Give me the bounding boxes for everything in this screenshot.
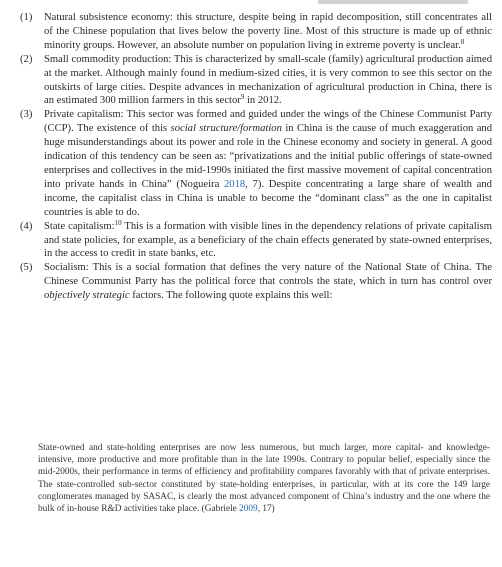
- item-text-tail: factors. The following quote explains this well:: [129, 290, 333, 302]
- list-item-2: [20, 53, 492, 109]
- numbered-list: [20, 11, 492, 303]
- quote-text: State-owned and state-holding enterprises are now less numerous, but much larger, more capital- and knowledge-intensive, more productive and more profitable than in the late 1990s. Contrary to popular belief, especially since the mid-2000s, their performance in terms of efficiency and profitability compares favorably with that of private enterprises. The state-controlled sub-sector constituted by state-holding enterprises, in particular, with at its core the 149 large conglomerates managed by SASAC, is clearly the most advanced component of China’s industry and the one where the bulk of in-house R&D activities take place. (Gabriele: [38, 443, 490, 515]
- item-text: State capitalism:: [44, 220, 115, 232]
- emphasized-term: objectively strategic: [44, 290, 130, 302]
- quote-text-tail: , 17): [257, 504, 275, 515]
- item-text-tail: , 7). Despite concentrating a large share of wealth and income, the capitalist class in China is unable to become the “dominant class” as the one in capitalist countries is able to do.: [44, 178, 492, 218]
- footnote-ref-10[interactable]: 10: [114, 218, 122, 227]
- item-number: (2): [20, 53, 33, 65]
- item-number: (5): [20, 262, 33, 274]
- item-number: (1): [20, 12, 33, 23]
- citation-link-nogueira[interactable]: 2018: [223, 178, 246, 190]
- item-number: (4): [20, 220, 33, 232]
- item-text-tail: in 2012.: [244, 95, 282, 107]
- item-text: Socialism: This is a social formation that defines the very nature of the National State of China. The Chinese Communist Party has the political force that controls the state, which in turn has control over: [44, 262, 492, 288]
- page-header-bar: [318, 0, 468, 4]
- emphasized-term: social structure/formation: [170, 123, 282, 135]
- list-item-3: [20, 108, 492, 219]
- footnote-ref-9[interactable]: 9: [240, 93, 245, 102]
- citation-link-gabriele[interactable]: 2009: [239, 504, 258, 515]
- list-item-4: [20, 220, 492, 262]
- block-quote: [38, 442, 490, 515]
- list-item-5: [20, 261, 492, 303]
- item-text-tail: This is a formation with visible lines in the dependency relations of private capitalism and state policies, for example, as a beneficiary of the chain effects generated by state-owned enterprises, in the access to credit in state banks, etc.: [44, 220, 492, 260]
- footnote-ref-8[interactable]: 8: [460, 37, 465, 46]
- list-item-1: [20, 11, 492, 53]
- item-number: (3): [20, 109, 33, 121]
- item-text: Small commodity production: This is characterized by small-scale (family) agricultural production aimed at the market. Although mainly found in medium-sized cities, it is very common to see this sector on the outskirts of large cities. Despite advances in mechanization of agricultural production in China, there is an estimated 300 million farmers in this sector: [44, 53, 492, 107]
- item-text: Natural subsistence economy: this structure, despite being in rapid decomposition, still concentrates all of the Chinese population that lives below the poverty line. Most of this structure is made up of ethnic minority groups. However, an absolute number on population living in extreme poverty is unclear.: [44, 12, 492, 51]
- item-text-middle: in China is the cause of much exaggeration and huge misunderstandings about its power and role in the Chinese economy and society in general. A good indication of this tendency can be seen as: “privatizations and the initial public offerings of state-owned enterprises and collectives in the mid-1990s initiated the first massive movement of capital concentration into private hands in China” (Nogueira: [44, 123, 493, 190]
- item-text: Private capitalism: This sector was formed and guided under the wings of the Chinese Communist Party (CCP). The existence of this: [44, 109, 492, 135]
